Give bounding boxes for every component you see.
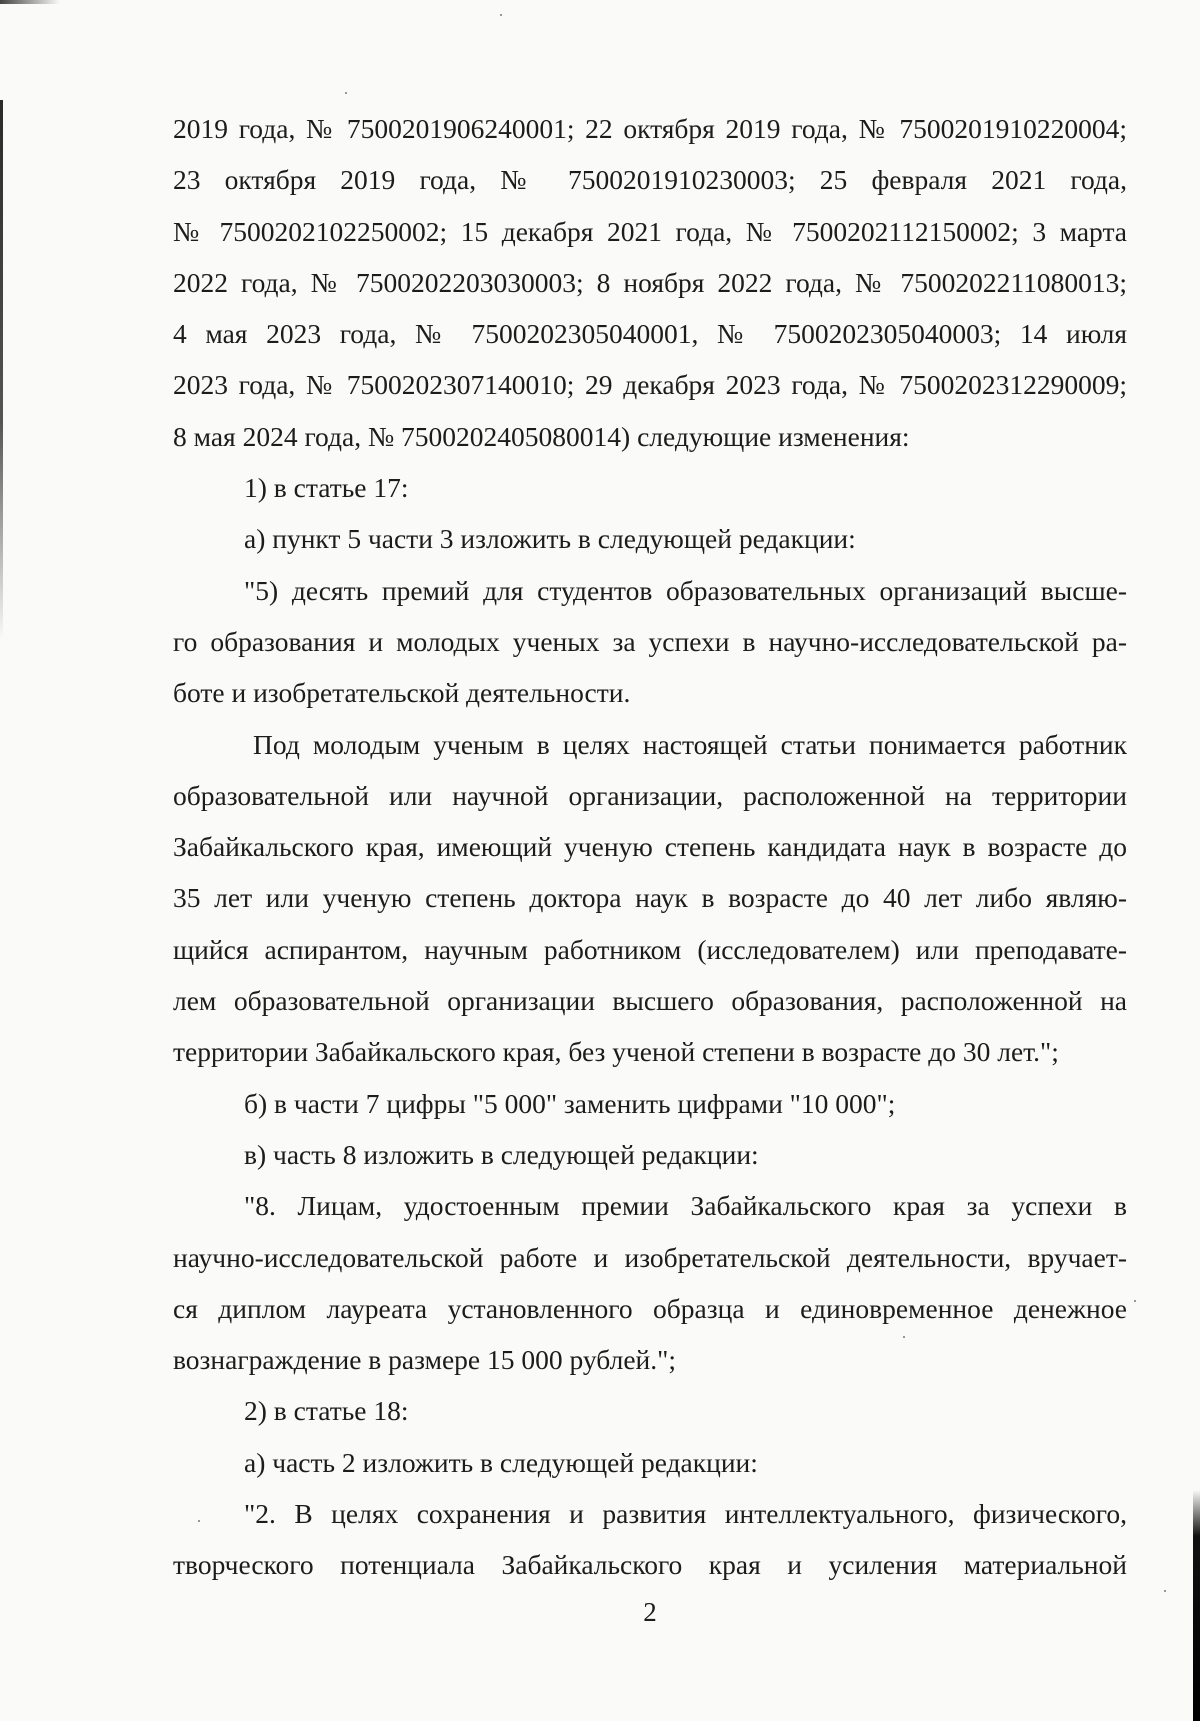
- text-line: "5) десять премий для студентов образовательных организаций высше-: [244, 574, 1127, 606]
- text-line: Забайкальского края, имеющий ученую степень кандидата наук в возрасте до: [173, 831, 1127, 863]
- text-line: научно-исследовательской работе и изобретательской деятельности, вручает-: [173, 1241, 1127, 1273]
- text-line: "8. Лицам, удостоенным премии Забайкальского края за успехи в: [244, 1190, 1127, 1222]
- document-body: [173, 103, 1127, 1591]
- text-line: го образования и молодых ученых за успехи в научно-исследовательской ра-: [173, 625, 1127, 657]
- scan-speck: [198, 1520, 200, 1522]
- text-line: 2019 года, № 7500201906240001; 22 октября 2019 года, № 7500201910220004;: [173, 113, 1127, 144]
- text-line: 1) в статье 17:: [244, 472, 409, 504]
- text-line: 23 октября 2019 года, № 7500201910230003; 25 февраля 2021 года,: [173, 164, 1127, 196]
- text-line: творческого потенциала Забайкальского края и усиления материальной: [173, 1549, 1127, 1581]
- text-line: 4 мая 2023 года, № 7500202305040001, № 7500202305040003; 14 июля: [173, 318, 1127, 350]
- text-line: а) часть 2 изложить в следующей редакции:: [244, 1446, 758, 1478]
- text-line: 2) в статье 18:: [244, 1395, 409, 1427]
- text-line: 8 мая 2024 года, № 7500202405080014) следующие изменения:: [173, 420, 910, 452]
- text-line: образовательной или научной организации, расположенной на территории: [173, 779, 1127, 811]
- scan-edge-left: [0, 100, 3, 640]
- scan-speck: [345, 92, 347, 94]
- text-line: а) пункт 5 части 3 изложить в следующей редакции:: [244, 523, 856, 555]
- text-line: боте и изобретательской деятельности.: [173, 677, 631, 709]
- scan-corner-mark: [0, 0, 60, 4]
- text-line: "2. В целях сохранения и развития интеллектуального, физического,: [244, 1498, 1127, 1530]
- text-line: 2023 года, № 7500202307140010; 29 декабря 2023 года, № 7500202312290009;: [173, 369, 1127, 401]
- text-line: территории Забайкальского края, без ученой степени в возрасте до 30 лет.";: [173, 1036, 1059, 1068]
- scan-edge-right: [1193, 1490, 1200, 1721]
- text-line: в) часть 8 изложить в следующей редакции:: [244, 1138, 759, 1170]
- text-line: вознаграждение в размере 15 000 рублей.";: [173, 1344, 676, 1376]
- text-line: лем образовательной организации высшего образования, расположенной на: [173, 985, 1127, 1017]
- text-line: ся диплом лауреата установленного образца и единовременное денежное: [173, 1292, 1127, 1324]
- text-line: 2022 года, № 7500202203030003; 8 ноября 2022 года, № 7500202211080013;: [173, 266, 1127, 298]
- scan-speck: [1134, 1300, 1136, 1302]
- text-line: б) в части 7 цифры "5 000" заменить цифрами "10 000";: [244, 1087, 896, 1119]
- text-line: Под молодым ученым в целях настоящей статьи понимается работник: [253, 728, 1127, 760]
- text-line: № 7500202102250002; 15 декабря 2021 года, № 7500202112150002; 3 марта: [173, 215, 1127, 247]
- text-line: щийся аспирантом, научным работником (исследователем) или преподавате-: [173, 933, 1127, 965]
- text-line: 35 лет или ученую степень доктора наук в возрасте до 40 лет либо являю-: [173, 882, 1127, 914]
- scan-speck: [903, 1336, 905, 1338]
- scan-speck: [1164, 1590, 1166, 1592]
- scan-speck: [500, 14, 502, 16]
- page-number: 2: [643, 1597, 657, 1627]
